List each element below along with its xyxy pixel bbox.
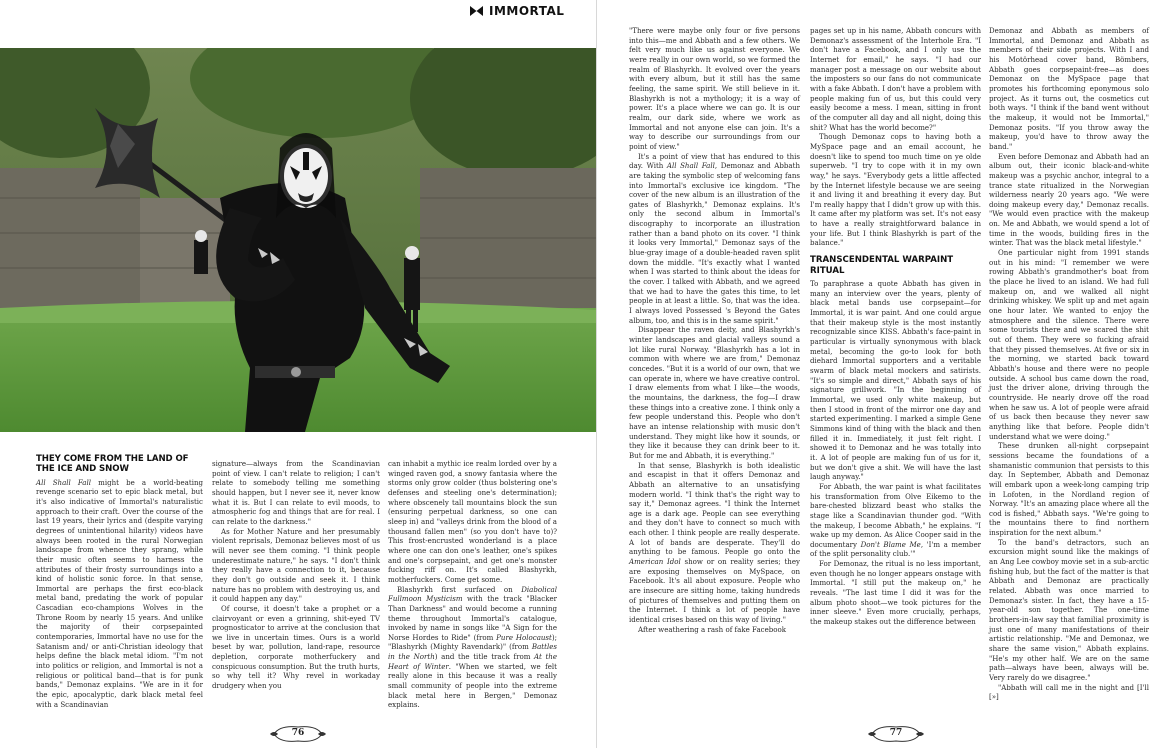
- running-header: [470, 2, 610, 20]
- paragraph: [388, 585, 557, 711]
- paragraph: Of course, it doesn't take a prophet or a clairvoyant or even a grinning, shit-eyed TV prognosticator to arrive at the conclusion that we live in uncertain times. Ours is a world beset by war, pollution, land-rape, resource depletion, corporate motherfuckery and conspicuous consumption. But the truth hurts, so why tell it? Why revel in workaday drudgery when you: [212, 603, 380, 691]
- paragraph: signature—always from the Scandinavian point of view. I can't relate to religion; I can't relate to somebody telling me something should happen, but I never see it, never know what it is. But I can relate to evil moods, to atmospheric fog and things that are for real. I can relate to the darkness.": [212, 459, 380, 526]
- paragraph-text: ) and the title track from: [434, 652, 535, 662]
- paragraph: pages set up in his name, Abbath concurs with Demonaz's assessment of the Interhole Era. "I don't have a Facebook, and I only use the Internet for email," he says. "I had our manager post a message on our website about the imposters so our fans do not communicate with a fake Abbath. I don't have a problem with people making fun of us, but this could very easily become a mess. I mean, sitting in front of the computer all day and all night, doing this shit? What has the world become?": [810, 26, 981, 132]
- page-number: 77: [889, 728, 903, 738]
- album-title: All Shall Fall: [666, 161, 715, 171]
- paragraph: To the band's detractors, such an excursion might sound like the makings of an Ang Lee cowboy movie set in a sub-arctic fishing hub, but the fact of the matter is that Abbath and Demonaz are practically related. Abbath was once married to Demonaz's sister. In fact, they have a 15-year-old son together. The one-time brothers-in-law say that familial proximity is just one of many manifestations of their artistic relationship. "Me and Demonaz, we share the same vision," Abbath explains. "He's my other half. We are on the same path—always have been, always will be. Very rarely do we disagree.": [989, 537, 1149, 682]
- right-column-1: [629, 26, 800, 634]
- photo-illustration: [0, 48, 596, 432]
- left-column-3: [388, 459, 557, 710]
- paragraph-text: , Demonaz and Abbath are taking the symbolic step of welcoming fans into Immortal's exclusive ice kingdom. "The cover of the new album is an illustration of the gates of Blashyrkh," Demonaz explains. It's only the second album in Immortal's discography to incorporate an illustration rather than a band photo on its cover. "I think it looks very Immortal," Demonaz says of the blue-gray image of a double-headed raven split down the middle. "It's exactly what I wanted when I was started to think about the ideas for the cover. I talked with Abbath, and we agreed that we had to have the gates this time, to let people in at least a little. So, that was the idea. I always loved Possessed 's Beyond the Gates album, too, and this is in the same spirit.": [629, 161, 800, 325]
- paragraph: To paraphrase a quote Abbath has given in many an interview over the years, plenty of black metal bands use corpsepaint—for Immortal, it is war paint. And one could argue that their makeup style is the most instantly recognizable since KISS. Abbath's face-paint in particular is virtually synonymous with black metal, becoming the go-to look for both diehard Immortal supporters and a veritable swarm of black metal mockers and satirists. "It's so simple and direct," Abbath says of his signature grillwork. "In the beginning of Immortal, we used only white makeup, but then I stood in front of the mirror one day and started experimenting. I marked a simple Gene Simmons kind of thing with the black and then filled it in. Immediately, it just felt right. I showed it to Demonaz and he was totally into it. A lot of people are making fun of us for it, but we don't give a shit. We will have the last laugh anyway.": [810, 279, 981, 482]
- paragraph: [629, 461, 800, 625]
- page-number-right: [868, 724, 924, 744]
- paragraph-text: with the track "Blacker Than Darkness" and would become a running theme throughout Immortal's catalogue, invoked by name in songs like "A Sign for the Norse Hordes to Ride" (from: [388, 594, 558, 642]
- paragraph-text: show or on reality series; they are exposing themselves on MySpace, on Facebook. It's all about exposure. People who are insecure are sitting home, taking hundreds of pictures of themselves and putting them on the Internet. I think a lot of people have identical crises based on this way of living.": [629, 557, 800, 625]
- paragraph-text: For Abbath, the war paint is what facilitates his transformation from Olve Eikemo to the bare-chested blizzard beast who stalks the stage like a Scandinavian thunder god. "With the makeup, I become Abbath," he explains. "I wake up my demon. As Alice Cooper said in the documentary: [810, 481, 981, 549]
- band-photo: [0, 48, 596, 432]
- paragraph: Though Demonaz cops to having both a MySpace page and an email account, he doesn't like to spend too much time on ye olde superweb. "I try to cope with it in my own way," he says. "Everybody gets a little affected by the Internet lifestyle because we are seeing it and living it and breathing it every day. But I'm really happy that I didn't grow up with this. It came after my platform was set. It's not easy to have a really straightforward balance in your life. But I think Blashyrkh is part of the balance.": [810, 132, 981, 248]
- paragraph: These drunken all-night corpsepaint sessions became the foundations of a shamanistic communion that persists to this day. In September, Abbath and Demonaz will embark upon a week-long camping trip in Lofoten, in the Nordland region of Norway. "It's an amazing place where all the cod is fished," Abbath says. "We're going to the mountains there to find northern inspiration for the next album.": [989, 441, 1149, 538]
- album-title: Diabolical Fullmoon Mysticism: [388, 584, 557, 604]
- paragraph-text: ); "Blashyrkh (Mighty Ravendark)" (from: [388, 632, 558, 652]
- paragraph: After weathering a rash of fake Facebook: [638, 624, 787, 634]
- paragraph: As for Mother Nature and her presumably violent reprisals, Demonaz believes most of us will never see them coming. "I think people underestimate nature," he says. "I don't think they really have a connection to it, because they don't go outside and seek it. I think nature has no problem with destroying us, and it could happen any day.": [212, 526, 380, 604]
- paragraph: [629, 152, 800, 326]
- show-title: American Idol: [629, 557, 681, 567]
- paragraph: "There were maybe only four or five persons into this—me and Abbath and a few others. We felt very much like us against everyone. We were really in our own world, so we formed the realm of Blashyrkh. It evolved over the years with every album, but it still has the same feeling, the same spirit. We still believe in it. Blashyrkh is not a mythology; it is a way of power. It's a place where we can go. It is our realm, our dark side, where we work as Immortal and not anyone else can join. It's a way to describe our surroundings from our point of view.": [629, 26, 800, 151]
- album-title: Pure Holocaust: [496, 632, 552, 642]
- section-subheading: TRANSCENDENTAL WARPAINT RITUAL: [810, 255, 954, 277]
- paragraph: [810, 482, 981, 559]
- paragraph-text: It's a point of view that has endured to this day. With: [629, 151, 800, 171]
- paragraph: can inhabit a mythic ice realm lorded over by a winged raven god, a snowy fantasia where the storms only grow colder (thus bolstering one's defenses and steeling one's determination); where obscenely tall mountains block the sun (ensuring perpetual darkness, so one can sleep in) and "valleys drink from the blood of a thousand fallen men" (so you don't have to)? This frost-encrusted wonderland is a place where one can don one's leather, one's spikes and one's corpsepaint, and get one's monster fucking riff on. It's called Blashyrkh, motherfuckers. Come get some.: [388, 459, 557, 584]
- paragraph-text: Blashyrkh first surfaced on: [397, 584, 522, 594]
- left-column-1: [36, 455, 203, 709]
- section-headline: THEY COME FROM THE LAND OF THE ICE AND SNOW: [36, 454, 189, 474]
- paragraph: One particular night from 1991 stands out in his mind: "I remember we were rowing Abbath's grandmother's boat from the place he lived to an island. We had full makeup on, and we walked all night drinking whiskey. We split up and met again one hour later. We wanted to enjoy the atmosphere and the silence. There were some tourists there and we scared the shit out of them. They were so fucking afraid that they pissed themselves. At five or six in the morning, we started back toward Abbath's house and there were no people outside. A school bus came down the road, just the driver alone, driving through the countryside. He nearly drove off the road when he saw us. A lot of people were afraid of us back then because they never saw anything like that before. People didn't understand what we were doing.": [989, 248, 1149, 441]
- page-number-left: [270, 724, 326, 744]
- album-title: Battles in the North: [388, 642, 557, 662]
- film-title: Don't Blame Me: [860, 539, 921, 549]
- paragraph-text: In that sense, Blashyrkh is both idealistic and escapist in that it offers Demonaz and Abbath an alternative to an unsatisfying modern world. "I think that's the right way to say it," Demonaz agrees. "I think the Internet age is a dark age. People can see everything and they don't have to connect so much with each other. I think people are really desperate. A lot of bands are desperate. They'll do anything to be famous. People go onto the: [629, 460, 800, 557]
- paragraph: For Demonaz, the ritual is no less important, even though he no longer appears onstage with Immortal. "I still put the makeup on," he reveals. "The last time I did it was for the album photo shoot—we took pictures for the inner sleeve." Even more crucially, perhaps, the makeup stakes out the difference between: [810, 559, 981, 627]
- right-column-2: [810, 26, 981, 627]
- left-column-2: [212, 459, 380, 691]
- page-number: 76: [291, 728, 305, 738]
- paragraph-text: . "When we started, we felt really alone in this because it was a really small community of people into the extreme black metal here in Bergen," Demonaz explains.: [388, 661, 557, 710]
- page-gutter: [596, 0, 597, 748]
- paragraph: Even before Demonaz and Abbath had an album out, their iconic black-and-white makeup was a psychic anchor, integral to a trance state ritualized in the Norwegian wilderness nearly 20 years ago. "We were doing makeup every day," Demonaz recalls. "We would even practice with the makeup on. Me and Abbath, we would spend a lot of time in the woods, building fires in the winter. That was the black metal lifestyle.": [989, 151, 1149, 248]
- paragraph: "Abbath will call me in the night and [I'll [»]: [989, 682, 1149, 702]
- paragraph-text: , 'I'm a member of the split personality club.'": [810, 539, 981, 559]
- header-title: IMMORTAL: [489, 4, 565, 18]
- bowtie-icon: [470, 6, 483, 16]
- paragraph: Demonaz and Abbath as members of Immortal, and Demonaz and Abbath as members of their side projects. With I and his Motörhead cover band, Bömbers, Abbath goes corpsepaint-free—as does Demonaz on the MySpace page that promotes his forthcoming eponymous solo project. As it turns out, the cosmetics cut both ways. "I think if the band went without the makeup, it would not be Immortal," Demonaz posits. "If you throw away the makeup, you'd have to throw away the band.": [989, 26, 1149, 151]
- album-title: At the Heart of Winter: [388, 652, 557, 671]
- paragraph: Disappear the raven deity, and Blashyrkh's winter landscapes and glacial valleys sound a lot like rural Norway. "Blashyrkh has a lot in common with where we are from," Demonaz concedes. "But it is a world of our own, that we can operate in, where we have creative control. I draw elements from what I like—the woods, the mountains, the darkness, the fog—I draw these things into a creative zone. I think only a few people understand this. People who don't have an intense relationship with music don't understand. They might like how it sounds, or they like it because they can drink beer to it. But for me and Abbath, it is everything.": [629, 325, 800, 460]
- album-title: All Shall Fall: [36, 477, 92, 487]
- paragraph-text: might be a world-beating revenge scenario set to epic black metal, but it's also indicative of Immortal's naturalistic approach to their craft. Over the course of the last 19 years, their lyrics and (despite varying degrees of unintentional hilarity) videos have always been rooted in the rural Norwegian landscape from whence they sprang, while their music often seems to harness the attributes of their frosty surroundings into a kind of holistic sonic force. In that sense, Immortal are perhaps the first eco-black metal band, predating the work of popular Cascadian eco-champions Wolves in the Throne Room by nearly 15 years. And unlike the majority of their corpsepainted contemporaries, Immortal have no use for the Satanism and/ or anti-Christian ideology that helps define the black metal idiom. "I'm not into politics or religion, and Immortal is not a religious or political band—that is for punk bands," Demonaz explains. "We are in it for the epic, apocalyptic, dark black metal feel with a Scandinavian: [36, 477, 203, 709]
- paragraph: [36, 478, 203, 710]
- right-column-3: [989, 26, 1149, 702]
